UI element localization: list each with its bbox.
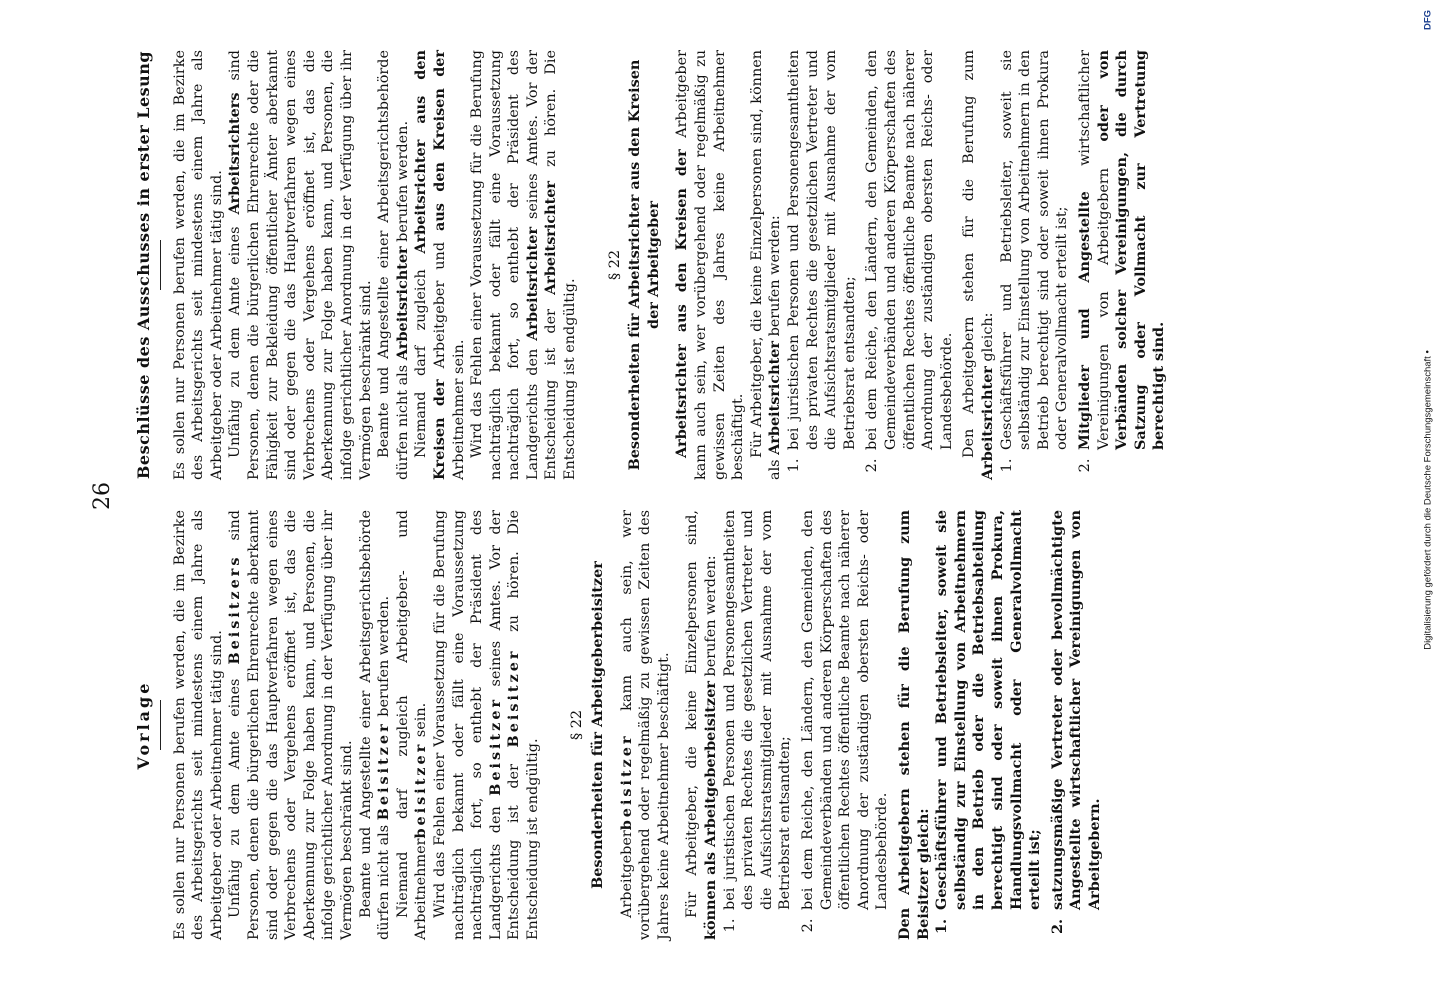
text: kann auch sein, wer vorübergehend oder regelmäßig zu gewissen Zeiten des Jahres keine Arbeitnehmer beschäftigt.: [618, 510, 672, 940]
text: Arbeitgeber kann auch sein, wer vorübergehend oder regelmäßig zu gewissen Zeiten des Jahres keine Arbeitnehmer beschäftigt.: [674, 49, 747, 480]
text: Unfähig zu dem Amte eines: [227, 664, 244, 918]
text: wirtschaftlicher Vereinigungen von Arbeitgebern: [1076, 50, 1112, 450]
text: berufen werden.: [376, 595, 393, 722]
emphasis: Arbeitsrichter: [542, 181, 560, 295]
list-item: 2. satzungsmäßige Vertreter oder bevollmächtigte Angestellte wirtschaftlicher Vereinigungen von Arbeitgebern.: [1049, 510, 1105, 914]
paragraph: [748, 50, 785, 480]
column-vorlage: [135, 510, 1109, 940]
paragraph: [394, 510, 431, 940]
column-beschluesse: [135, 50, 1173, 480]
list-item: 1. Geschäftsführer und Betriebsleiter, soweit sie selbständig zur Einstellung von Arbeitnehmern in den Betrieb oder die Betriebsabteilung berechtigt sind oder soweit ihnen Prokura, Handlungsvollmacht oder Generalvollmacht erteilt ist;: [933, 510, 1045, 914]
text: Es sollen nur Personen berufen werden, die im Bezirke des Arbeitsgerichts seit mindestens einem Jahre als Arbeitgeber oder Arbeitnehmer tätig sind.: [171, 50, 225, 480]
text: berufen werden:: [767, 215, 784, 341]
emphasis: beisitzer: [412, 741, 430, 839]
text: zu hören. Die Entscheidung ist endgültig.: [543, 49, 579, 480]
page-number: 26: [90, 482, 115, 510]
paragraph: [357, 510, 394, 940]
enumeration: [785, 50, 956, 480]
paragraph: [683, 510, 720, 940]
emphasis: Arbeitsrichter: [523, 226, 541, 341]
text: Für Arbeitgeber, die keine Einzelpersonen sind,: [684, 510, 701, 918]
text: gleich:: [979, 312, 996, 367]
emphasis: Beisitzer: [486, 696, 504, 796]
text: Arbeitnehmer sein.: [450, 339, 467, 480]
text: seines Amtes. Vor der Entscheidung ist der: [524, 50, 560, 480]
emphasis: Arbeitsrichter: [978, 366, 996, 480]
emphasis: können als Arbeitgeberbeisitzer: [702, 681, 720, 940]
emphasis: aus den Kreisen der: [430, 50, 448, 231]
paragraph: [375, 50, 412, 480]
text: zu hören. Die Entscheidung ist endgültig.: [506, 510, 541, 940]
dfg-logo: DFG: [1422, 9, 1434, 31]
emphasis: Beisitzer: [914, 868, 932, 940]
text: Wird das Fehlen einer Voraussetzung für die Berufung nachträglich bekannt oder fällt eine Voraussetzung nachträglich fort, so enthebt der Präsident des Landgerichts den: [469, 50, 541, 480]
text: sein.: [413, 702, 430, 742]
digitization-text: Digitalisierung gefördert durch die Deutsche Forschungsgemeinschaft •: [1422, 350, 1434, 650]
digitization-note: [1421, 0, 1434, 1000]
paragraph: [412, 50, 468, 480]
paragraph: [171, 510, 227, 940]
paragraph: [226, 510, 356, 940]
text: Arbeitgeber: [618, 830, 635, 918]
list-item: 2. bei dem Reiche, den Ländern, den Gemeinden, den Gemeindeverbänden und anderen Körperschaften des öffentlichen Rechtes öffentliche Beamte nach näherer Anordnung der zuständigen obersten Reichs- oder Landesbehörde.: [799, 510, 892, 914]
emphasis: gleich:: [914, 808, 932, 869]
paragraph: [896, 510, 933, 940]
emphasis: oder von Verbänden solcher Vereinigungen, die durch Satzung oder Vollmacht zur Vertretung berechtigt sind.: [1094, 50, 1168, 450]
enumeration: [998, 50, 1169, 480]
paragraph: [431, 510, 543, 940]
text: Für Arbeitgeber, die keine Einzelpersonen sind, können als: [748, 50, 784, 480]
text: Unfähig zu dem Amte eines: [227, 214, 244, 458]
section-number: § 22: [606, 249, 623, 281]
list-item: 1. bei juristischen Personen und Personengesamtheiten des privaten Rechtes die gesetzlichen Vertreter und die Aufsichtsratsmitglieder mit Ausnahme der vom Betriebsrat entsandten;: [721, 510, 795, 914]
column-heading: Vorlage: [134, 680, 153, 770]
emphasis: Mitglieder und Angestellte: [1075, 191, 1093, 450]
text: Wird das Fehlen einer Voraussetzung für die Berufung nachträglich bekannt oder fällt eine Voraussetzung nachträglich fort, so enthebt der Präsident des Landgerichts den: [431, 510, 504, 940]
enumeration: [933, 510, 1104, 940]
text: seines Amtes. Vor der Entscheidung ist der: [487, 510, 523, 940]
list-item: [1076, 50, 1169, 454]
list-item: 2. bei dem Reiche, den Ländern, den Gemeinden, den Gemeindeverbänden und anderen Körperschaften des öffentlichen Rechtes öffentliche Beamte nach näherer Anordnung der zuständigen obersten Reichs- oder Landesbehörde.: [863, 50, 956, 454]
emphasis: Arbeitsrichter: [393, 246, 411, 361]
text: Arbeitgeber und: [431, 231, 448, 380]
section-number: § 22: [569, 709, 586, 741]
list-item: 1. bei juristischen Personen und Personengesamtheiten des privaten Rechtes die gesetzlichen Vertreter und die Aufsichtsratsmitglieder mit Ausnahme der vom Betriebsrat entsandten;: [785, 50, 859, 454]
list-item: 1. Geschäftsführer und Betriebsleiter, soweit sie selbständig zur Einstellung von Arbeitnehmern in den Betrieb berechtigt sind oder soweit ihnen Prokura oder Generalvollmacht erteilt ist;: [998, 50, 1072, 454]
paragraph: [673, 50, 747, 480]
column-heading: Beschlüsse des Ausschusses in erster Lesung: [134, 50, 153, 480]
paragraph: [171, 50, 227, 480]
emphasis: Arbeitsrichters: [226, 92, 244, 215]
text: Niemand darf zugleich: [413, 253, 430, 458]
section-title: Besonderheiten für Arbeitsrichter aus den Kreisen der Arbeitgeber: [626, 59, 662, 471]
emphasis: beisitzer: [617, 733, 635, 831]
text: sind Personen, denen die bürgerlichen Ehrenrechte aberkannt sind oder gegen die das Hauptverfahren wegen eines Verbrechens oder Vergehens eröffnet ist, das die Aberkennung zur Folge haben kann, und Personen, die infolge gerichtlicher Anordnung in der Verfügung über ihr Vermögen beschränkt sind.: [227, 510, 355, 940]
heading-rule: [160, 240, 161, 290]
text: Den Arbeitgebern stehen für die Berufung zum: [961, 50, 978, 458]
section-title: Besonderheiten für Arbeitgeberbeisitzer: [589, 561, 607, 889]
text: Es sollen nur Personen berufen werden, die im Bezirke des Arbeitsgerichts seit mindestens einem Jahre als Arbeitgeber oder Arbeitnehmer tätig sind.: [171, 510, 225, 940]
paragraph: [226, 50, 375, 480]
text: Beamte und Angestellte einer Arbeitsgerichtsbehörde dürfen nicht als: [357, 510, 393, 940]
heading-rule: [160, 700, 161, 750]
emphasis: Beisitzers: [226, 554, 244, 665]
emphasis: Arbeitsrichter: [766, 341, 784, 455]
emphasis: Arbeitsrichter aus den Kreisen der: [412, 50, 448, 480]
paragraph: [618, 510, 674, 940]
emphasis: Beisitzer: [505, 648, 523, 748]
enumeration: [721, 510, 892, 940]
text: sind Personen, denen die bürgerlichen Ehrenrechte oder die Fähigkeit zur Bekleidung öffentlicher Ämter aberkannt sind oder gegen die das Hauptverfahren wegen eines Verbrechens oder Vergehens eröffnet ist, das die Aberkennung zur Folge haben kann, und Personen, die infolge gerichtlicher Anordnung in der Verfügung über ihr Vermögen beschränkt sind.: [227, 50, 374, 480]
emphasis: Beisitzer: [375, 721, 393, 821]
text: Beamte und Angestellte einer Arbeitsgerichtsbehörde dürfen nicht als: [376, 50, 411, 480]
text: berufen werden.: [394, 120, 411, 247]
text: Niemand darf zugleich Arbeitgeber- und Arbeitnehmer: [394, 510, 430, 940]
text: berufen werden:: [703, 555, 720, 682]
paragraph: [960, 50, 997, 480]
paragraph: [468, 50, 580, 480]
emphasis: Den Arbeitgebern stehen für die Berufung zum: [895, 510, 913, 940]
emphasis: Arbeitsrichter aus den Kreisen der: [673, 149, 691, 458]
